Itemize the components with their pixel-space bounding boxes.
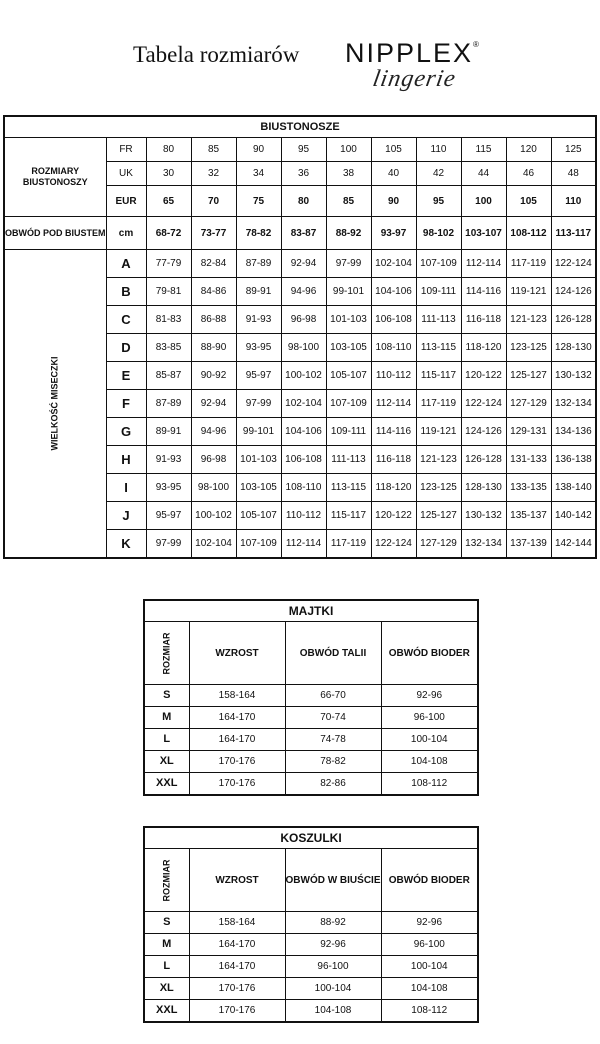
- table-cell: 114-116: [371, 418, 416, 446]
- underbust-row: [4, 217, 596, 250]
- table-cell: 113-115: [416, 334, 461, 362]
- table-cell: 92-96: [285, 934, 381, 956]
- bra-size-table: [3, 115, 597, 559]
- table-header-row: [144, 622, 478, 685]
- table-row: [144, 1000, 478, 1023]
- table-cell: 128-130: [461, 474, 506, 502]
- table-cell: 85-87: [146, 362, 191, 390]
- column-header: OBWÓD TALII: [285, 622, 381, 685]
- table-cell: 83-85: [146, 334, 191, 362]
- table-cell: 125-127: [416, 502, 461, 530]
- table-cell: 92-94: [281, 250, 326, 278]
- table-cell: 102-104: [191, 530, 236, 559]
- table-cell: 106-108: [281, 446, 326, 474]
- underbust-label: OBWÓD POD BIUSTEM: [4, 217, 106, 250]
- table-cell: 96-100: [381, 707, 478, 729]
- table-cell: 124-126: [551, 278, 596, 306]
- table-cell: 118-120: [371, 474, 416, 502]
- table-cell: 130-132: [461, 502, 506, 530]
- table-cell: 99-101: [326, 278, 371, 306]
- table-cell: 81-83: [146, 306, 191, 334]
- table-row: [4, 250, 596, 278]
- table-row: [144, 934, 478, 956]
- size-cell: XL: [144, 978, 189, 1000]
- table-row: [144, 729, 478, 751]
- table-cell: 104-108: [381, 978, 478, 1000]
- table-cell: 114-116: [461, 278, 506, 306]
- table-cell: 170-176: [189, 773, 285, 796]
- table-cell: 113-115: [326, 474, 371, 502]
- panties-table-title: MAJTKI: [144, 600, 478, 622]
- table-cell: 36: [281, 162, 326, 186]
- table-cell: 100-104: [381, 956, 478, 978]
- table-cell: 138-140: [551, 474, 596, 502]
- table-cell: 42: [416, 162, 461, 186]
- table-row: [144, 773, 478, 796]
- size-cell: S: [144, 685, 189, 707]
- table-cell: 92-94: [191, 390, 236, 418]
- table-cell: 94-96: [191, 418, 236, 446]
- table-cell: 121-123: [416, 446, 461, 474]
- cup-letter: D: [106, 334, 146, 362]
- table-cell: 46: [506, 162, 551, 186]
- unit-label: UK: [106, 162, 146, 186]
- brand-name: NIPPLEX: [345, 38, 474, 68]
- table-cell: 122-124: [461, 390, 506, 418]
- size-cell: S: [144, 912, 189, 934]
- table-cell: 96-98: [281, 306, 326, 334]
- table-cell: 93-97: [371, 217, 416, 250]
- table-cell: 91-93: [146, 446, 191, 474]
- cup-letter: A: [106, 250, 146, 278]
- table-cell: 126-128: [551, 306, 596, 334]
- size-column-header: ROZMIAR: [144, 849, 189, 912]
- table-cell: 92-96: [381, 912, 478, 934]
- table-cell: 103-105: [326, 334, 371, 362]
- table-cell: 116-118: [371, 446, 416, 474]
- column-header: OBWÓD W BIUŚCIE: [285, 849, 381, 912]
- table-cell: 137-139: [506, 530, 551, 559]
- table-cell: 90-92: [191, 362, 236, 390]
- table-cell: 120-122: [371, 502, 416, 530]
- table-cell: 100-104: [381, 729, 478, 751]
- table-cell: 110: [551, 186, 596, 217]
- table-cell: 85: [191, 138, 236, 162]
- table-cell: 89-91: [146, 418, 191, 446]
- table-cell: 88-92: [326, 217, 371, 250]
- table-cell: 99-101: [236, 418, 281, 446]
- table-cell: 92-96: [381, 685, 478, 707]
- table-cell: 120-122: [461, 362, 506, 390]
- cup-letter: F: [106, 390, 146, 418]
- table-cell: 164-170: [189, 729, 285, 751]
- table-cell: 96-100: [285, 956, 381, 978]
- shirts-table-title: KOSZULKI: [144, 827, 478, 849]
- table-cell: 170-176: [189, 1000, 285, 1023]
- table-cell: 131-133: [506, 446, 551, 474]
- table-cell: 108-110: [281, 474, 326, 502]
- table-row: [144, 751, 478, 773]
- table-cell: 95-97: [146, 502, 191, 530]
- table-cell: 103-107: [461, 217, 506, 250]
- table-row: [144, 685, 478, 707]
- table-cell: 113-117: [551, 217, 596, 250]
- table-cell: 170-176: [189, 751, 285, 773]
- table-cell: 100: [461, 186, 506, 217]
- table-cell: 170-176: [189, 978, 285, 1000]
- table-cell: 105-107: [236, 502, 281, 530]
- cup-letter: E: [106, 362, 146, 390]
- table-cell: 142-144: [551, 530, 596, 559]
- table-cell: 135-137: [506, 502, 551, 530]
- table-cell: 95: [281, 138, 326, 162]
- table-cell: 104-106: [281, 418, 326, 446]
- table-row: [144, 978, 478, 1000]
- table-cell: 91-93: [236, 306, 281, 334]
- table-cell: 102-104: [281, 390, 326, 418]
- table-cell: 108-112: [506, 217, 551, 250]
- table-cell: 120: [506, 138, 551, 162]
- table-cell: 96-98: [191, 446, 236, 474]
- table-cell: 78-82: [285, 751, 381, 773]
- table-cell: 116-118: [461, 306, 506, 334]
- table-cell: 97-99: [236, 390, 281, 418]
- table-cell: 127-129: [506, 390, 551, 418]
- table-cell: 82-86: [285, 773, 381, 796]
- table-cell: 122-124: [371, 530, 416, 559]
- panties-size-table: [143, 599, 479, 796]
- cup-letter: H: [106, 446, 146, 474]
- table-cell: 97-99: [146, 530, 191, 559]
- table-cell: 82-84: [191, 250, 236, 278]
- table-cell: 164-170: [189, 956, 285, 978]
- cup-letter: C: [106, 306, 146, 334]
- table-cell: 134-136: [551, 418, 596, 446]
- table-cell: 75: [236, 186, 281, 217]
- table-cell: 98-102: [416, 217, 461, 250]
- table-cell: 40: [371, 162, 416, 186]
- table-cell: 105-107: [326, 362, 371, 390]
- table-cell: 109-111: [326, 418, 371, 446]
- size-cell: XXL: [144, 1000, 189, 1023]
- table-cell: 97-99: [326, 250, 371, 278]
- table-cell: 132-134: [551, 390, 596, 418]
- table-cell: 107-109: [236, 530, 281, 559]
- table-cell: 133-135: [506, 474, 551, 502]
- table-cell: 79-81: [146, 278, 191, 306]
- size-cell: XXL: [144, 773, 189, 796]
- unit-label: cm: [106, 217, 146, 250]
- table-cell: 105: [371, 138, 416, 162]
- table-cell: 125-127: [506, 362, 551, 390]
- table-row: [144, 912, 478, 934]
- table-cell: 101-103: [236, 446, 281, 474]
- table-cell: 93-95: [146, 474, 191, 502]
- table-cell: 103-105: [236, 474, 281, 502]
- table-cell: 102-104: [371, 250, 416, 278]
- table-cell: 123-125: [506, 334, 551, 362]
- cup-letter: K: [106, 530, 146, 559]
- table-cell: 32: [191, 162, 236, 186]
- table-cell: 129-131: [506, 418, 551, 446]
- table-cell: 34: [236, 162, 281, 186]
- table-cell: 164-170: [189, 707, 285, 729]
- table-cell: 48: [551, 162, 596, 186]
- table-cell: 44: [461, 162, 506, 186]
- table-cell: 128-130: [551, 334, 596, 362]
- table-cell: 70: [191, 186, 236, 217]
- table-cell: 96-100: [381, 934, 478, 956]
- table-cell: 110-112: [371, 362, 416, 390]
- size-cell: M: [144, 934, 189, 956]
- table-cell: 88-92: [285, 912, 381, 934]
- size-column-header: ROZMIAR: [144, 622, 189, 685]
- table-cell: 158-164: [189, 912, 285, 934]
- column-header: WZROST: [189, 622, 285, 685]
- column-header: WZROST: [189, 849, 285, 912]
- table-cell: 30: [146, 162, 191, 186]
- table-cell: 100-102: [191, 502, 236, 530]
- bra-size-label: ROZMIARY BIUSTONOSZY: [4, 138, 106, 217]
- table-cell: 121-123: [506, 306, 551, 334]
- table-cell: 87-89: [146, 390, 191, 418]
- table-cell: 127-129: [416, 530, 461, 559]
- table-cell: 104-108: [285, 1000, 381, 1023]
- table-cell: 112-114: [281, 530, 326, 559]
- table-cell: 94-96: [281, 278, 326, 306]
- table-cell: 77-79: [146, 250, 191, 278]
- table-cell: 95: [416, 186, 461, 217]
- table-cell: 106-108: [371, 306, 416, 334]
- table-cell: 109-111: [416, 278, 461, 306]
- size-cell: XL: [144, 751, 189, 773]
- table-cell: 110: [416, 138, 461, 162]
- size-cell: M: [144, 707, 189, 729]
- table-cell: 98-100: [281, 334, 326, 362]
- table-cell: 88-90: [191, 334, 236, 362]
- table-cell: 85: [326, 186, 371, 217]
- table-cell: 111-113: [416, 306, 461, 334]
- table-cell: 105: [506, 186, 551, 217]
- table-cell: 115: [461, 138, 506, 162]
- table-cell: 130-132: [551, 362, 596, 390]
- table-cell: 73-77: [191, 217, 236, 250]
- table-cell: 124-126: [461, 418, 506, 446]
- table-header-row: [144, 849, 478, 912]
- table-cell: 80: [146, 138, 191, 162]
- table-cell: 74-78: [285, 729, 381, 751]
- table-cell: 90: [236, 138, 281, 162]
- table-cell: 112-114: [461, 250, 506, 278]
- table-cell: 100: [326, 138, 371, 162]
- table-cell: 100-102: [281, 362, 326, 390]
- cup-letter: J: [106, 502, 146, 530]
- registered-mark: ®: [473, 40, 479, 49]
- table-cell: 66-70: [285, 685, 381, 707]
- table-cell: 119-121: [416, 418, 461, 446]
- table-cell: 100-104: [285, 978, 381, 1000]
- table-cell: 117-119: [416, 390, 461, 418]
- unit-label: EUR: [106, 186, 146, 217]
- table-cell: 115-117: [326, 502, 371, 530]
- table-cell: 119-121: [506, 278, 551, 306]
- table-cell: 125: [551, 138, 596, 162]
- table-cell: 90: [371, 186, 416, 217]
- table-cell: 108-110: [371, 334, 416, 362]
- table-cell: 95-97: [236, 362, 281, 390]
- size-cell: L: [144, 956, 189, 978]
- table-cell: 70-74: [285, 707, 381, 729]
- bra-table-title: BIUSTONOSZE: [4, 116, 596, 138]
- shirts-size-table: [143, 826, 479, 1023]
- table-cell: 122-124: [551, 250, 596, 278]
- table-cell: 111-113: [326, 446, 371, 474]
- table-cell: 86-88: [191, 306, 236, 334]
- table-cell: 126-128: [461, 446, 506, 474]
- table-row: [144, 956, 478, 978]
- table-cell: 117-119: [506, 250, 551, 278]
- table-cell: 101-103: [326, 306, 371, 334]
- table-cell: 158-164: [189, 685, 285, 707]
- table-cell: 107-109: [326, 390, 371, 418]
- table-cell: 104-106: [371, 278, 416, 306]
- table-cell: 80: [281, 186, 326, 217]
- fr-row: [4, 138, 596, 162]
- cup-letter: I: [106, 474, 146, 502]
- table-cell: 83-87: [281, 217, 326, 250]
- cup-letter: B: [106, 278, 146, 306]
- table-cell: 98-100: [191, 474, 236, 502]
- table-cell: 65: [146, 186, 191, 217]
- table-cell: 132-134: [461, 530, 506, 559]
- column-header: OBWÓD BIODER: [381, 849, 478, 912]
- unit-label: FR: [106, 138, 146, 162]
- table-cell: 110-112: [281, 502, 326, 530]
- table-row: [144, 707, 478, 729]
- table-cell: 107-109: [416, 250, 461, 278]
- page-title: Tabela rozmiarów: [133, 42, 300, 67]
- table-cell: 108-112: [381, 773, 478, 796]
- table-cell: 78-82: [236, 217, 281, 250]
- table-cell: 87-89: [236, 250, 281, 278]
- table-cell: 112-114: [371, 390, 416, 418]
- table-cell: 38: [326, 162, 371, 186]
- table-cell: 68-72: [146, 217, 191, 250]
- table-cell: 108-112: [381, 1000, 478, 1023]
- table-cell: 164-170: [189, 934, 285, 956]
- table-cell: 84-86: [191, 278, 236, 306]
- cup-size-label: WIELKOŚĆ MISECZKI: [4, 250, 106, 559]
- table-cell: 93-95: [236, 334, 281, 362]
- brand-logo: [345, 38, 485, 108]
- table-cell: 115-117: [416, 362, 461, 390]
- brand-subtitle: lingerie: [370, 66, 459, 92]
- size-cell: L: [144, 729, 189, 751]
- table-cell: 117-119: [326, 530, 371, 559]
- table-cell: 136-138: [551, 446, 596, 474]
- table-cell: 140-142: [551, 502, 596, 530]
- table-cell: 118-120: [461, 334, 506, 362]
- cup-letter: G: [106, 418, 146, 446]
- column-header: OBWÓD BIODER: [381, 622, 478, 685]
- table-cell: 89-91: [236, 278, 281, 306]
- table-cell: 123-125: [416, 474, 461, 502]
- table-cell: 104-108: [381, 751, 478, 773]
